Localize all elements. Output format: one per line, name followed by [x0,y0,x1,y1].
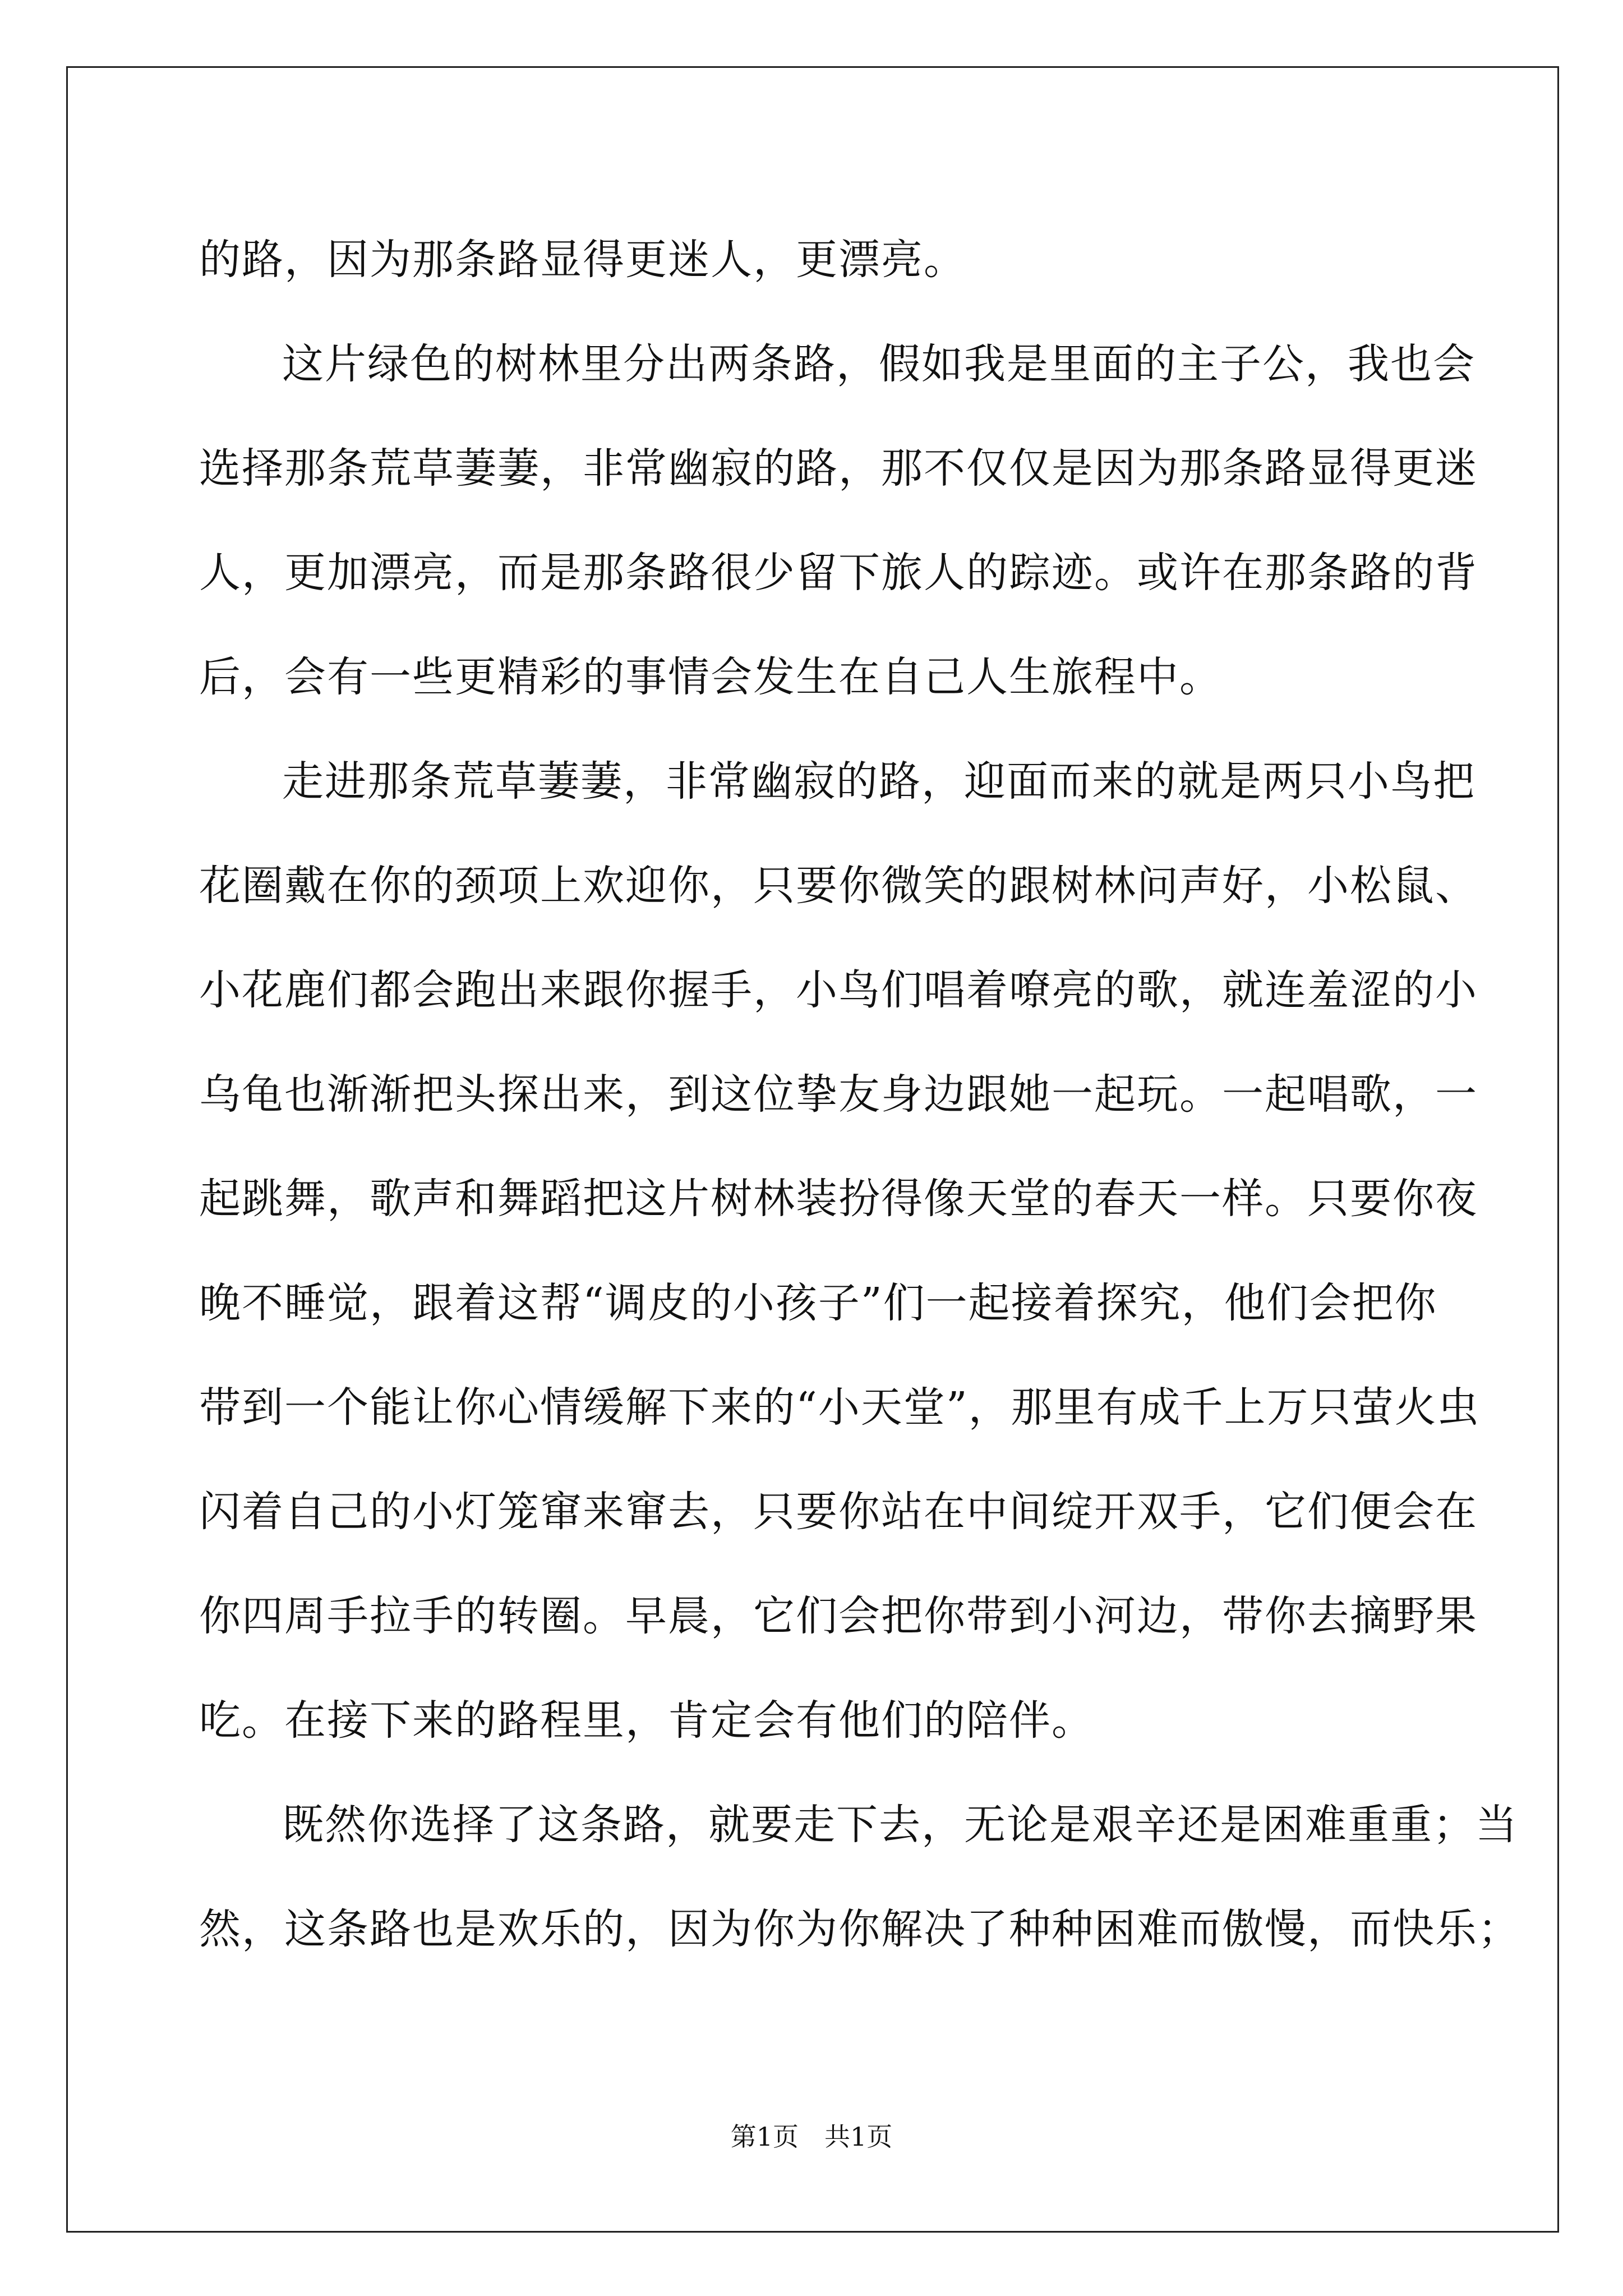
text-line-5: 后，会有一些更精彩的事情会发生在自己人生旅程中。 [199,653,1222,701]
text-line-17: 然，这条路也是欢乐的，因为你为你解决了种种困难而傲慢，而快乐； [199,1905,1520,1953]
page-footer [0,2116,1623,2154]
text-line-1: 的路，因为那条路显得更迷人，更漂亮。 [199,236,966,284]
text-line-11: 晚不睡觉，跟着这帮“调皮的小孩子”们一起接着探究，他们会把你 [199,1279,1437,1327]
text-line-15: 吃。在接下来的路程里，肯定会有他们的陪伴。 [199,1696,1094,1745]
text-line-6: 走进那条荒草萋萋，非常幽寂的路，迎面而来的就是两只小鸟把 [282,757,1476,806]
text-line-12: 带到一个能让你心情缓解下来的“小天堂”，那里有成千上万只萤火虫 [199,1383,1480,1432]
text-line-14: 你四周手拉手的转圈。早晨，它们会把你带到小河边，带你去摘野果 [199,1592,1478,1640]
text-line-16: 既然你选择了这条路，就要走下去，无论是艰辛还是困难重重；当 [282,1801,1518,1849]
text-line-4: 人，更加漂亮，而是那条路很少留下旅人的踪迹。或许在那条路的背 [199,549,1478,597]
text-line-3: 选择那条荒草萋萋，非常幽寂的路，那不仅仅是因为那条路显得更迷 [199,444,1478,493]
text-line-10: 起跳舞，歌声和舞蹈把这片树林装扮得像天堂的春天一样。只要你夜 [199,1175,1478,1223]
text-line-7: 花圈戴在你的颈项上欢迎你，只要你微笑的跟树林问声好，小松鼠、 [199,862,1478,910]
text-line-9: 乌龟也渐渐把头探出来，到这位挚友身边跟她一起玩。一起唱歌，一 [199,1070,1478,1119]
page-number: 第1页 [730,2122,799,2152]
document-body [199,208,1520,1981]
text-line-13: 闪着自己的小灯笼窜来窜去，只要你站在中间绽开双手，它们便会在 [199,1488,1478,1536]
text-line-8: 小花鹿们都会跑出来跟你握手，小鸟们唱着嘹亮的歌，就连羞涩的小 [199,966,1478,1014]
page-total: 共1页 [824,2122,893,2152]
text-line-2: 这片绿色的树林里分出两条路，假如我是里面的主子公，我也会 [282,340,1476,388]
